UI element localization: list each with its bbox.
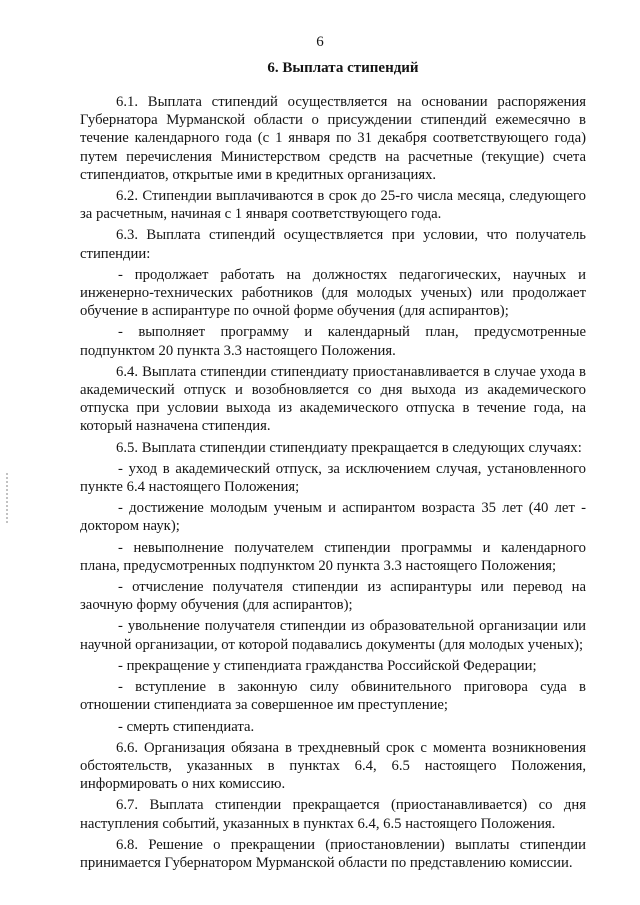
document-body [80,93,586,875]
paragraph-6-1: 6.1. Выплата стипендий осуществляется на основании распоряжения Губернатора Мурманской области о присуждении стипендий ежемесячно в течение календарного года (с 1 января по 31 декабря соответствующего года) путем перечисления Министерством средств на расчетные (текущие) счета стипендиатов, открытые ими в кредитных организациях. [80,94,586,183]
paragraph-6-5: 6.5. Выплата стипендии стипендиату прекращается в следующих случаях: [116,439,582,456]
paragraph-6-7: 6.7. Выплата стипендии прекращается (приостанавливается) со дня наступления событий, указанных в пунктах 6.4, 6.5 настоящего Положения. [80,797,586,832]
list-item: - уход в академический отпуск, за исключением случая, установленного пункте 6.4 настоящего Положения; [80,460,586,496]
paragraph-6-4: 6.4. Выплата стипендии стипендиату приостанавливается в случае ухода в академический отпуск и возобновляется со дня выхода из академического отпуска при условии выхода из академического отпуска в течение года, на который назначена стипендия. [80,363,586,435]
list-item: - выполняет программу и календарный план, предусмотренные подпунктом 20 пункта 3.3 настоящего Положения. [80,324,586,359]
list-item: - отчисление получателя стипендии из аспирантуры или перевод на заочную форму обучения (для аспирантов); [80,579,586,614]
list-item: - достижение молодым ученым и аспирантом возраста 35 лет (40 лет - доктором наук); [80,500,586,535]
list-item: - прекращение у стипендиата гражданства Российской Федерации; [118,657,537,674]
paragraph-6-3: 6.3. Выплата стипендий осуществляется при условии, что получатель стипендии: [80,227,586,262]
list-item: - смерть стипендиата. [118,718,255,735]
list-item: - невыполнение получателем стипендии программы и календарного плана, предусмотренных подпунктом 20 пункта 3.3 настоящего Положения; [80,539,586,574]
paragraph-6-2: 6.2. Стипендии выплачиваются в срок до 25-го числа месяца, следующего за расчетным, начиная с 1 января соответствующего года. [80,188,586,223]
paragraph-6-8: 6.8. Решение о прекращении (приостановлении) выплаты стипендии принимается Губернатором Мурманской области по представлению комиссии. [80,836,586,871]
list-item: - продолжает работать на должностях педагогических, научных и инженерно-технических работников (для молодых ученых) или продолжает обучение в аспирантуре по очной форме обучения (для аспирантов); [80,266,586,320]
section-title: 6. Выплата стипендий [267,60,419,76]
page-number: 6 [316,34,324,50]
paragraph-6-6: 6.6. Организация обязана в трехдневный срок с момента возникновения обстоятельств, указанных в пунктах 6.4, 6.5 настоящего Положения, информировать о них комиссию. [80,739,586,793]
list-item: - вступление в законную силу обвинительного приговора суда в отношении стипендиата за совершенное им преступление; [80,679,586,714]
scan-margin-mark [6,473,8,523]
list-item: - увольнение получателя стипендии из образовательной организации или научной организации, от которой подавались документы (для молодых ученых); [80,618,586,653]
